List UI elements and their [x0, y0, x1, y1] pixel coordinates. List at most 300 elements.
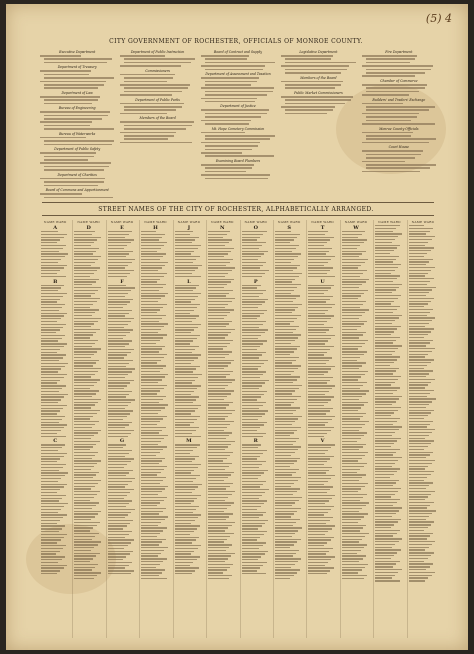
street-entry [409, 577, 429, 578]
street-entry [242, 377, 260, 378]
street-entry [74, 368, 101, 369]
street-entry [108, 293, 128, 294]
street-entry [242, 276, 262, 277]
street-entry [242, 329, 268, 330]
street-entry [308, 349, 330, 350]
street-entry [342, 343, 365, 344]
index-letter: R [253, 438, 258, 445]
street-entry [275, 533, 295, 534]
street-entry [141, 536, 157, 537]
street-entry [242, 293, 263, 294]
street-entry [208, 298, 235, 299]
street-entry [242, 553, 265, 554]
street-entry [108, 506, 126, 507]
text-line [366, 157, 415, 159]
street-entry [308, 556, 334, 557]
section-title: Department of Treasury [57, 65, 97, 70]
street-entry [175, 327, 198, 328]
street-entry [108, 366, 126, 367]
street-entry [242, 520, 269, 521]
street-entry [409, 323, 429, 324]
street-entry [175, 458, 196, 459]
street-entry [308, 430, 330, 431]
street-entry [275, 555, 293, 556]
street-entry [275, 301, 293, 302]
street-entry [41, 354, 66, 355]
street-entry [375, 261, 392, 262]
text-line [205, 116, 261, 118]
street-entry [409, 407, 426, 408]
street-entry [409, 452, 433, 453]
street-entry [208, 458, 227, 459]
index-letter: W [353, 225, 359, 231]
street-entry [242, 495, 262, 496]
street-entry [409, 510, 436, 511]
street-entry [141, 402, 159, 403]
street-entry [141, 527, 167, 528]
street-entry [41, 343, 67, 344]
street-entry [208, 307, 225, 308]
street-entry [41, 327, 63, 328]
street-entry [375, 312, 393, 313]
street-entry [342, 385, 364, 386]
street-entry [375, 301, 394, 302]
street-entry [74, 558, 93, 559]
street-entry [242, 251, 268, 252]
street-entry [409, 485, 430, 486]
street-entry [375, 340, 396, 341]
street-entry [342, 396, 362, 397]
street-entry [409, 351, 432, 352]
street-entry [108, 388, 124, 389]
street-entry [108, 458, 134, 459]
text-line [120, 55, 165, 57]
street-entry [308, 287, 331, 288]
street-entry [375, 446, 391, 447]
street-entry [108, 517, 125, 518]
handwritten-note: (5) 4 [425, 12, 452, 25]
street-entry [175, 399, 196, 400]
street-entry [108, 450, 132, 451]
street-entry [275, 527, 302, 528]
street-entry [141, 287, 162, 288]
street-entry [74, 567, 95, 568]
street-entry [242, 327, 260, 328]
street-entry [175, 512, 193, 513]
street-entry [74, 432, 97, 433]
street-entry [175, 456, 199, 457]
street-entry [175, 489, 195, 490]
street-entry [74, 472, 99, 473]
street-entry [208, 483, 233, 484]
street-entry [409, 449, 425, 450]
street-entry [175, 419, 197, 420]
section-title: Department of Public Instruction [130, 50, 185, 54]
street-entry [108, 363, 130, 364]
text-line [205, 91, 273, 93]
street-entry [141, 354, 167, 355]
street-entry [275, 572, 297, 573]
street-entry [275, 511, 298, 512]
street-entry [242, 567, 261, 568]
street-entry [74, 513, 97, 514]
street-entry [208, 334, 228, 335]
street-column [139, 220, 170, 638]
section-title: Board of Commons and Apportionment [45, 188, 109, 193]
street-entry [342, 270, 367, 271]
street-entry [275, 547, 291, 548]
street-entry [242, 500, 268, 501]
text-line [366, 69, 431, 71]
street-entry [74, 371, 98, 372]
street-entry [409, 555, 431, 556]
street-entry [108, 551, 133, 552]
street-entry [74, 547, 94, 548]
street-entry [342, 354, 364, 355]
street-entry [275, 430, 297, 431]
street-entry [342, 276, 360, 277]
street-entry [108, 239, 134, 240]
street-entry [208, 449, 224, 450]
street-entry [208, 357, 225, 358]
street-entry [242, 245, 263, 246]
street-entry [141, 430, 162, 431]
street-entry [308, 464, 323, 465]
street-entry [175, 408, 198, 409]
street-entry [375, 298, 398, 299]
street-entry [409, 482, 433, 483]
street-entry [242, 285, 261, 286]
divider-rule [42, 202, 434, 203]
street-entry [208, 569, 227, 570]
street-entry [41, 237, 64, 238]
street-entry [108, 332, 130, 333]
street-entry [242, 461, 266, 462]
officials-section [40, 48, 436, 198]
column-header: NAME WARD [77, 220, 100, 224]
index-letter: M [186, 438, 192, 445]
street-entry [275, 544, 294, 545]
street-entry [342, 340, 368, 341]
street-entry [141, 309, 160, 310]
street-entry [108, 470, 133, 471]
street-entry [108, 534, 129, 535]
text-line [366, 120, 411, 122]
street-entry [409, 289, 433, 290]
street-entry [275, 293, 291, 294]
street-entry [375, 295, 401, 296]
street-entry [375, 561, 399, 562]
street-entry [308, 512, 327, 513]
street-entry [242, 503, 265, 504]
street-entry [141, 567, 156, 568]
street-entry [41, 377, 64, 378]
street-entry [342, 424, 365, 425]
street-entry [108, 248, 124, 249]
street-entry [308, 338, 331, 339]
street-entry [141, 273, 167, 274]
index-letter: H [153, 225, 158, 231]
street-entry [208, 248, 234, 249]
street-entry [175, 321, 193, 322]
street-entry [208, 376, 226, 377]
street-entry [342, 486, 365, 487]
street-entry [242, 427, 261, 428]
index-letter: L [187, 278, 191, 285]
street-entry [108, 523, 130, 524]
street-entry [141, 343, 156, 344]
street-entry [141, 525, 158, 526]
street-entry [175, 313, 191, 314]
street-entry [242, 506, 261, 507]
street-entry [342, 497, 364, 498]
street-entry [409, 354, 429, 355]
street-entry [208, 533, 234, 534]
street-entry [308, 273, 326, 274]
section-title: Builders' and Traders' Exchange [372, 97, 426, 102]
street-entry [175, 410, 195, 411]
street-entry [275, 432, 294, 433]
street-entry [342, 293, 365, 294]
street-entry [242, 492, 266, 493]
street-entry [41, 287, 61, 288]
street-entry [141, 572, 162, 573]
street-entry [175, 287, 196, 288]
street-entry [409, 440, 435, 441]
street-entry [175, 525, 201, 526]
street-entry [175, 427, 199, 428]
street-entry [342, 418, 360, 419]
street-entry [74, 360, 99, 361]
section-title: Department of Justice [220, 104, 256, 109]
section-title: Department of Public Safety [54, 147, 101, 152]
street-entry [41, 270, 60, 271]
street-entry [141, 424, 157, 425]
street-entry [242, 405, 263, 406]
street-entry [342, 441, 358, 442]
street-entry [175, 391, 194, 392]
street-entry [275, 418, 298, 419]
index-letter: J [187, 225, 191, 231]
street-entry [275, 346, 300, 347]
street-entry [242, 307, 259, 308]
street-entry [242, 310, 268, 311]
street-entry [41, 486, 64, 487]
street-entry [409, 552, 435, 553]
street-entry [141, 368, 163, 369]
street-entry [342, 242, 364, 243]
street-entry [108, 419, 124, 420]
street-entry [242, 539, 258, 540]
street-entry [141, 544, 159, 545]
street-entry [308, 444, 334, 445]
street-entry [141, 376, 165, 377]
street-entry [409, 382, 432, 383]
street-entry [41, 253, 68, 254]
street-column [206, 220, 237, 638]
street-entry [74, 309, 98, 310]
street-entry [409, 401, 433, 402]
street-entry [41, 385, 66, 386]
street-entry [141, 418, 163, 419]
street-entry [175, 237, 199, 238]
street-entry [141, 541, 162, 542]
text-line [201, 152, 243, 154]
street-entry [175, 472, 191, 473]
street-entry [275, 379, 297, 380]
column-header: NAME WARD [378, 220, 401, 224]
street-entry [275, 256, 298, 257]
street-entry [175, 343, 190, 344]
street-entry [74, 446, 93, 447]
street-entry [308, 436, 324, 437]
street-entry [275, 276, 299, 277]
street-entry [409, 398, 436, 399]
street-entry [242, 559, 258, 560]
street-entry [41, 492, 57, 493]
text-line [201, 174, 270, 176]
street-entry [342, 469, 361, 470]
street-entry [175, 382, 192, 383]
street-entry [308, 548, 332, 549]
street-entry [108, 525, 127, 526]
street-entry [375, 415, 391, 416]
street-entry [41, 371, 58, 372]
street-entry [175, 352, 192, 353]
street-entry [141, 295, 164, 296]
street-entry [175, 310, 194, 311]
street-entry [208, 346, 227, 347]
street-entry [375, 368, 399, 369]
street-entry [275, 494, 293, 495]
street-entry [375, 488, 401, 489]
street-entry [308, 517, 333, 518]
street-entry [41, 360, 59, 361]
street-entry [275, 578, 290, 579]
street-entry [175, 394, 191, 395]
street-entry [141, 460, 162, 461]
street-entry [175, 416, 201, 417]
street-entry [141, 251, 157, 252]
street-entry [74, 290, 97, 291]
street-entry [175, 481, 193, 482]
street-entry [242, 517, 260, 518]
street-entry [74, 413, 96, 414]
street-entry [141, 444, 157, 445]
street-entry [308, 267, 333, 268]
street-entry [74, 326, 90, 327]
text-line [205, 113, 267, 115]
street-entry [342, 502, 369, 503]
street-entry [208, 564, 233, 565]
street-entry [74, 396, 92, 397]
street-entry [108, 478, 135, 479]
street-entry [74, 251, 96, 252]
street-entry [208, 561, 224, 562]
street-entry [275, 508, 301, 509]
street-entry [74, 334, 93, 335]
street-entry [308, 542, 327, 543]
street-entry [175, 467, 198, 468]
street-entry [308, 388, 332, 389]
street-entry [175, 422, 194, 423]
street-entry [342, 444, 366, 445]
street-entry [74, 376, 91, 377]
street-entry [108, 304, 127, 305]
street-entry [308, 486, 333, 487]
street-entry [242, 416, 262, 417]
officials-heading: CITY GOVERNMENT OF ROCHESTER, OFFICIALS OF MONROE COUNTY. [109, 38, 363, 45]
street-entry [409, 315, 427, 316]
street-entry [41, 534, 67, 535]
street-entry [74, 458, 91, 459]
street-entry [409, 544, 432, 545]
street-entry [242, 570, 257, 571]
street-entry [208, 427, 227, 428]
street-entry [375, 502, 397, 503]
street-entry [409, 418, 425, 419]
street-entry [375, 527, 391, 528]
street-entry [308, 285, 334, 286]
street-entry [375, 315, 402, 316]
street-entry [175, 301, 192, 302]
street-entry [208, 513, 233, 514]
street-entry [41, 301, 57, 302]
street-entry [208, 407, 226, 408]
street-entry [342, 553, 358, 554]
streets-heading: STREET NAMES OF THE CITY OF ROCHESTER, ALPHABETICALLY ARRANGED. [98, 206, 374, 213]
street-entry [342, 279, 369, 280]
street-entry [141, 284, 166, 285]
street-entry [242, 509, 258, 510]
street-entry [242, 273, 266, 274]
officials-column [201, 48, 275, 198]
text-line [205, 145, 259, 147]
street-entry [175, 371, 193, 372]
street-entry [308, 410, 329, 411]
street-entry [74, 421, 98, 422]
street-entry [74, 564, 98, 565]
street-entry [242, 436, 263, 437]
text-line [124, 138, 168, 140]
street-entry [41, 267, 64, 268]
street-column [373, 220, 404, 638]
street-entry [375, 480, 399, 481]
street-entry [342, 251, 366, 252]
street-entry [308, 385, 335, 386]
street-entry [108, 321, 131, 322]
street-entry [141, 466, 167, 467]
street-entry [74, 399, 101, 400]
street-entry [108, 380, 134, 381]
street-entry [141, 474, 157, 475]
street-entry [308, 492, 326, 493]
street-entry [375, 549, 401, 550]
street-entry [308, 242, 327, 243]
street-entry [375, 421, 396, 422]
street-entry [175, 251, 194, 252]
text-line [201, 132, 245, 134]
street-entry [74, 494, 97, 495]
street-entry [141, 511, 162, 512]
text-line [44, 84, 104, 86]
street-entry [108, 495, 127, 496]
street-entry [409, 558, 428, 559]
street-entry [308, 551, 329, 552]
street-entry [141, 435, 167, 436]
street-entry [141, 239, 158, 240]
street-entry [141, 332, 157, 333]
